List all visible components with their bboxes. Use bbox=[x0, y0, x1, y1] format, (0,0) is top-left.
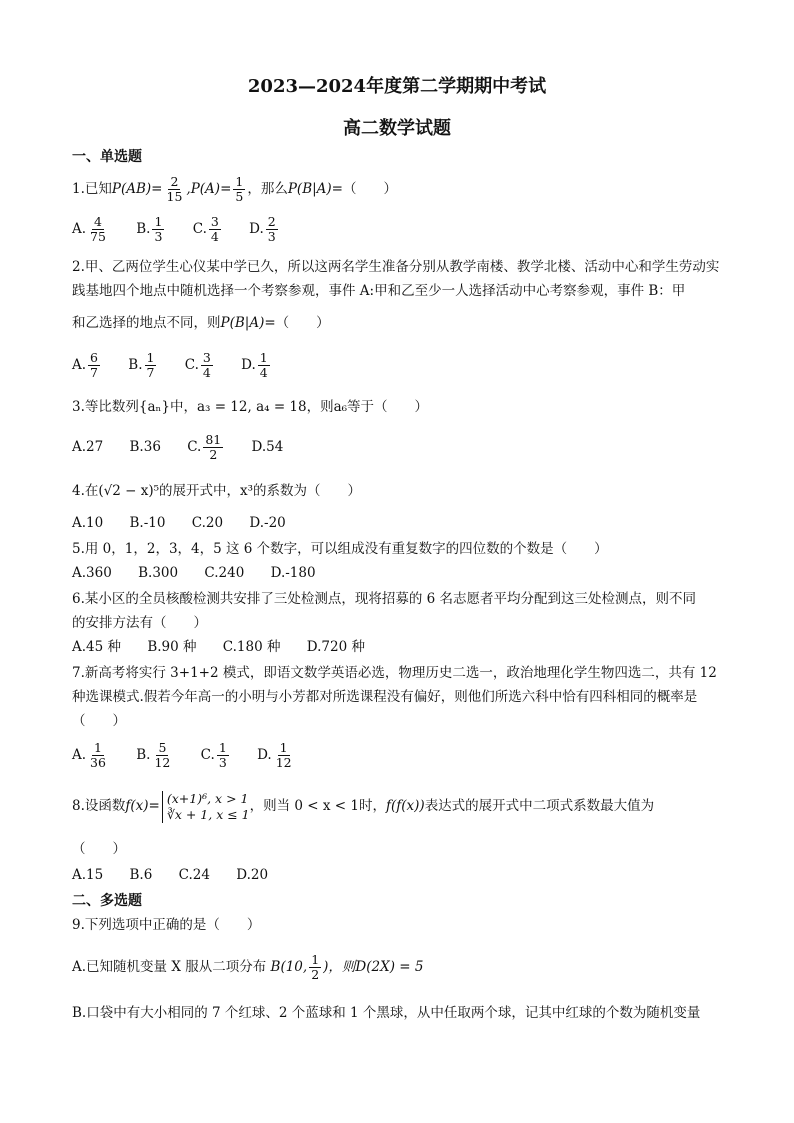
q5-option-a: A.360 bbox=[72, 565, 112, 581]
question-2-line-1: 2.甲、乙两位学生心仪某中学已久，所以这两名学生准备分别从教学南楼、教学北楼、活动中心和学生劳动实 bbox=[72, 259, 720, 275]
q3-option-a: A.27 bbox=[72, 439, 104, 455]
q4-option-b: B.-10 bbox=[129, 515, 166, 531]
q1-option-b: B. $\frac{1}{3}$ bbox=[136, 214, 163, 244]
q7-option-a: A. $\frac{1}{36}$ bbox=[72, 740, 106, 770]
exam-subtitle: 高二数学试题 bbox=[343, 118, 451, 139]
q1-frac-1: $\frac{2}{15}$ bbox=[166, 174, 183, 204]
q6-option-c: C.180 种 bbox=[222, 639, 281, 655]
question-2-line-3: 和乙选择的地点不同，则P(B|A)=（ ） bbox=[72, 315, 330, 331]
question-8: 8.设函数f(x)= (x+1)⁶, x > 1 ∛x + 1, x ≤ 1 ，则当 0 < x < 1时，f(f(x))表达式的展开式中二项式系数最大值为 bbox=[72, 790, 655, 822]
question-7-line-1: 7.新高考将实行 3+1+2 模式，即语文数学英语必选，物理历史二选一，政治地理化学生物四选二，共有 12 bbox=[72, 665, 717, 681]
q5-option-b: B.300 bbox=[138, 565, 179, 581]
q2-option-b: B. $\frac{1}{7}$ bbox=[128, 350, 155, 380]
q8-option-a: A.15 bbox=[72, 867, 104, 883]
q5-option-d: D.-180 bbox=[270, 565, 316, 581]
question-4-options bbox=[72, 514, 724, 532]
q6-option-d: D.720 种 bbox=[306, 639, 365, 655]
question-9: 9.下列选项中正确的是（ ） bbox=[72, 917, 261, 933]
q1-pba: P(B|A)= bbox=[287, 181, 343, 197]
q3-option-d: D.54 bbox=[251, 439, 284, 455]
q1-frac-2: $\frac{1}{5}$ bbox=[235, 174, 244, 204]
section-multi-choice: 二、多选题 bbox=[72, 893, 142, 909]
q7-option-c: C. $\frac{1}{3}$ bbox=[200, 740, 227, 770]
q8-option-d: D.20 bbox=[236, 867, 269, 883]
question-1-options bbox=[72, 212, 724, 246]
q4-option-c: C.20 bbox=[191, 515, 224, 531]
question-7-line-3: （ ） bbox=[72, 713, 126, 729]
question-7-line-2: 种选课模式.假若今年高一的小明与小芳都对所选课程没有偏好，则他们所选六科中恰有四科相同的概率是 bbox=[72, 689, 698, 705]
section-single-choice: 一、单选题 bbox=[72, 149, 142, 165]
q1-stem-b: ，那么 bbox=[247, 181, 288, 197]
q4-option-d: D.-20 bbox=[249, 515, 286, 531]
q1-blank: （ ） bbox=[343, 181, 397, 197]
q5-option-c: C.240 bbox=[204, 565, 245, 581]
q2-option-c: C. $\frac{3}{4}$ bbox=[184, 350, 211, 380]
q7-option-b: B. $\frac{5}{12}$ bbox=[136, 740, 171, 770]
q6-option-b: B.90 种 bbox=[147, 639, 197, 655]
exam-title: 2023—2024年度第二学期期中考试 bbox=[247, 76, 547, 97]
q1-pa: ,P(A)= bbox=[186, 181, 232, 197]
question-5: 5.用 0，1，2，3，4，5 这 6 个数字，可以组成没有重复数字的四位数的个数是（ ） bbox=[72, 541, 608, 557]
question-8-line-2: （ ） bbox=[72, 841, 126, 857]
question-5-options bbox=[72, 564, 724, 582]
question-2-options bbox=[72, 348, 724, 382]
question-7-options bbox=[72, 738, 724, 772]
q1-pab: P(AB)= bbox=[111, 181, 163, 197]
q3-option-b: B.36 bbox=[129, 439, 161, 455]
question-6-line-2: 的安排方法有（ ） bbox=[72, 615, 207, 631]
question-3: 3.等比数列{aₙ}中，a₃ = 12, a₄ = 18，则a₆等于（ ） bbox=[72, 399, 429, 415]
question-9-option-b: B.口袋中有大小相同的 7 个红球、2 个蓝球和 1 个黑球，从中任取两个球，记其中红球的个数为随机变量 bbox=[72, 1005, 701, 1021]
question-6-options bbox=[72, 638, 724, 656]
q1-stem: 1.已知 bbox=[72, 181, 112, 197]
question-2-line-2: 践基地四个地点中随机选择一个考察参观，事件 A:甲和乙至少一人选择活动中心考察参观，事件 B：甲 bbox=[72, 283, 686, 299]
question-9-option-a: A.已知随机变量 X 服从二项分布 B(10, $\frac{1}{2}$ )，则D(2X) = 5 bbox=[72, 952, 424, 982]
q1-option-d: D. $\frac{2}{3}$ bbox=[249, 214, 276, 244]
question-1 bbox=[72, 172, 724, 206]
q2-option-d: D. $\frac{1}{4}$ bbox=[241, 350, 268, 380]
q2-option-a: A. $\frac{6}{7}$ bbox=[72, 350, 98, 380]
q1-option-c: C. $\frac{3}{4}$ bbox=[192, 214, 219, 244]
q8-piecewise: (x+1)⁶, x > 1 ∛x + 1, x ≤ 1 bbox=[162, 791, 250, 823]
q1-option-a: A. $\frac{4}{75}$ bbox=[72, 214, 106, 244]
q3-option-c: C. $\frac{81}{2}$ bbox=[187, 432, 222, 462]
question-3-options bbox=[72, 430, 724, 464]
question-8-options bbox=[72, 866, 724, 884]
q6-option-a: A.45 种 bbox=[72, 639, 122, 655]
q8-option-c: C.24 bbox=[178, 867, 210, 883]
question-6-line-1: 6.某小区的全员核酸检测共安排了三处检测点，现将招募的 6 名志愿者平均分配到这三处检测点，则不同 bbox=[72, 591, 697, 607]
q8-option-b: B.6 bbox=[129, 867, 153, 883]
q7-option-d: D. $\frac{1}{12}$ bbox=[257, 740, 292, 770]
question-4: 4.在(√2 − x)⁵的展开式中，x³的系数为（ ） bbox=[72, 483, 362, 499]
q4-option-a: A.10 bbox=[72, 515, 104, 531]
